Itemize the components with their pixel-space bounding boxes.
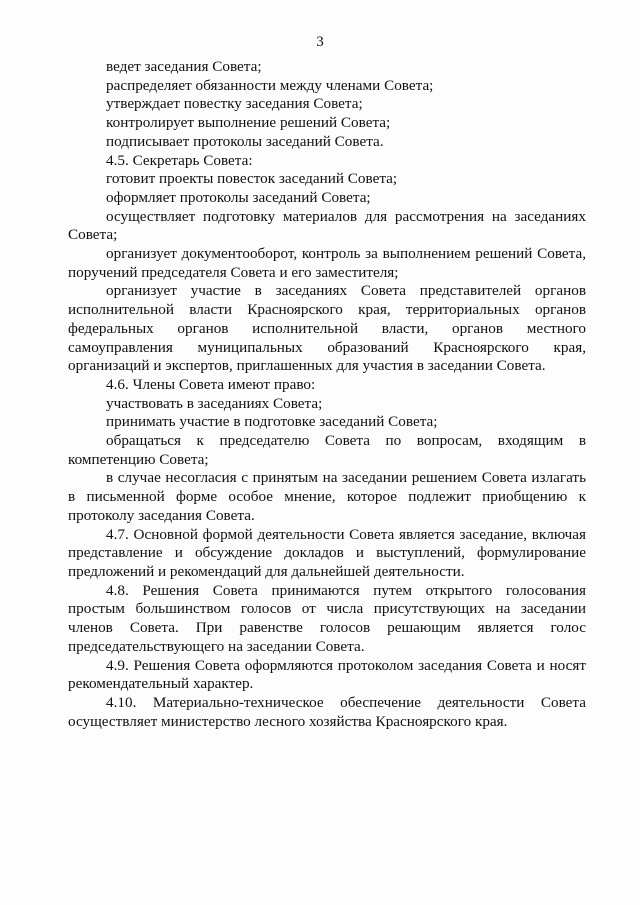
paragraph: распределяет обязанности между членами Совета; — [106, 76, 434, 94]
section-4-7: 4.7. Основной формой деятельности Совета является заседание, включая представление и обсуждение докладов и выступлений, формулирование предложений и рекомендаций для дальнейшей деятельности. — [68, 525, 586, 580]
paragraph: организует участие в заседаниях Совета представителей органов исполнительной власти Красноярского края, территориальных органов федеральных органов исполнительной власти, органов местного самоуправления муниципальных образований Красноярского края, организаций и экспертов, приглашенных для участия в заседании Совета. — [68, 282, 586, 375]
page-number: 3 — [316, 34, 324, 50]
paragraph: оформляет протоколы заседаний Совета; — [106, 188, 371, 206]
paragraph: утверждает повестку заседания Совета; — [106, 95, 363, 113]
paragraph: осуществляет подготовку материалов для рассмотрения на заседаниях Совета; — [68, 207, 586, 244]
paragraph: готовит проекты повесток заседаний Совета; — [106, 170, 398, 188]
paragraph: в случае несогласия с принятым на заседании решением Совета излагать в письменной форме особое мнение, которое подлежит приобщению к протоколу заседания Совета. — [68, 469, 586, 524]
paragraph: контролирует выполнение решений Совета; — [106, 114, 391, 132]
section-heading-4-6: 4.6. Члены Совета имеют право: — [106, 375, 316, 393]
section-4-9: 4.9. Решения Совета оформляются протоколом заседания Совета и носят рекомендательный характер. — [68, 656, 586, 693]
section-4-8: 4.8. Решения Совета принимаются путем открытого голосования простым большинством голосов от числа присутствующих на заседании членов Совета. При равенстве голосов решающим является голос председательствующего на заседании Совета. — [68, 581, 586, 655]
paragraph: обращаться к председателю Совета по вопросам, входящим в компетенцию Совета; — [68, 432, 586, 468]
document-body — [68, 58, 586, 731]
paragraph: принимать участие в подготовке заседаний Совета; — [106, 413, 438, 431]
paragraph: участвовать в заседаниях Совета; — [106, 394, 323, 412]
paragraph: организует документооборот, контроль за выполнением решений Совета, поручений председателя Совета и его заместителя; — [68, 245, 586, 281]
section-4-10: 4.10. Материально-техническое обеспечение деятельности Совета осуществляет министерство лесного хозяйства Красноярского края. — [68, 693, 586, 730]
section-heading-4-5: 4.5. Секретарь Совета: — [106, 151, 253, 169]
paragraph: ведет заседания Совета; — [106, 58, 262, 75]
paragraph: подписывает протоколы заседаний Совета. — [106, 132, 384, 150]
